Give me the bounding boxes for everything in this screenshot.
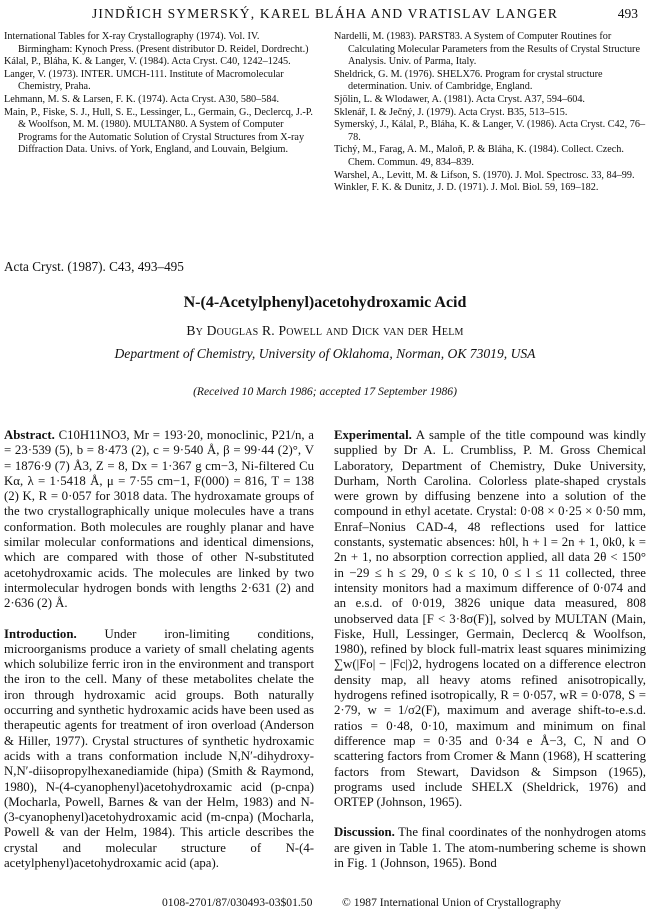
reference: International Tables for X-ray Crystallography (1974). Vol. IV. Birmingham: Kynoch Press. (Present distributor D. Reidel, Dordrecht.) — [4, 31, 309, 55]
reference: Lehmann, M. S. & Larsen, F. K. (1974). Acta Cryst. A30, 580–584. — [4, 93, 280, 105]
abstract-body: C10H11NO3, Mr = 193·20, monoclinic, P21/n, a = 23·539 (5), b = 8·473 (2), c = 9·540 Å, β = 99·44 (2)°, V = 1876·9 (7) Å3, Z = 8, Dx = 1·367 g cm−3, Ni-filtered Cu Kα, λ = 1·5418 Å, μ = 7·55 cm−1, F(000) = 816, T = 138 (2) K, R = 0·057 for 3018 data. The hydroxamate groups of the two crystallographically unique molecules have a trans conformation. Both molecules are roughly planar and have similar molecular conformations and identical dimensions, which are compared with those of other N-substituted acetohydroxamic acids. The molecules are linked by two intermolecular hydrogen bonds with lengths 2·631 (2) and 2·636 (2) Å. — [4, 428, 314, 611]
reference: Sheldrick, G. M. (1976). SHELX76. Program for crystal structure determination. Univ. of Cambridge, England. — [334, 68, 603, 93]
reference: Warshel, A., Levitt, M. & Lifson, S. (1970). J. Mol. Spectrosc. 33, 84–99. — [334, 169, 635, 181]
running-head-title: JINDŘICH SYMERSKÝ, KAREL BLÁHA AND VRATISLAV LANGER — [91, 6, 559, 21]
article-title: N-(4-Acetylphenyl)acetohydroxamic Acid — [183, 294, 467, 311]
experimental-body: A sample of the title compound was kindly supplied by Dr A. L. Crumbliss, P. M. Gross Chemical Laboratory, Department of Chemistry, Duke University, Durham, North Carolina. Colorless plate-shaped crystals were grown by diffusing benzene into a solution of the compound in ethyl acetate. Crystal: 0·08 × 0·25 × 0·50 mm, Enraf–Nonius CAD-4, 48 reflections used for lattice constants, systematic absences: h0l, h + l = 2n + 1, 0k0, k = 2n + 1, no absorption correction applied, all data 2θ < 150° in −29 ≤ h ≤ 29, 0 ≤ k ≤ 10, 0 ≤ l ≤ 11 collected, three intensity monitors had a maximum difference of 0·074 and an e.s.d. of 0·019, 3826 unique data measured, 808 unobserved data [F < 3·8σ(F)], solved by MULTAN (Main, Fiske, Hull, Lessinger, Germain, Declercq & Woolfson, 1980), refined by block full-matrix least squares minimizing ∑w(|Fo| − |Fc|)2, hydrogens located on a difference electron density map, all heavy atoms refined anisotropically, hydrogens refined isotropically, R = 0·057, wR = 0·078, S = 2·79, w = 1/σ2(F), maximum and average shift-to-e.s.d. ratios = 0·48, 0·10, maximum and minimum on final difference map = 0·35 and 0·34 e Å−3, C, N and O scattering factors from Cromer & Mann (1968), H scattering factors from Stewart, Davidson & Simpson (1965), programs used include SHELX (Sheldrick, 1976) and ORTEP (Johnson, 1965). — [334, 428, 646, 810]
reference: Winkler, F. K. & Dunitz, J. D. (1971). J. Mol. Biol. 59, 169–182. — [334, 182, 599, 194]
experimental-heading: Experimental. — [334, 428, 412, 442]
left-column — [4, 428, 314, 871]
abstract-paragraph — [4, 428, 314, 612]
discussion-heading: Discussion. — [334, 825, 395, 840]
reference: Nardelli, M. (1983). PARST83. A System of Computer Routines for Calculating Molecular Parameters from the Results of Crystal Structure Analysis. Univ. of Parma, Italy. — [334, 31, 640, 68]
copyright-notice: © 1987 International Union of Crystallography — [342, 896, 562, 909]
discussion-paragraph — [334, 825, 646, 871]
author-affiliation: Department of Chemistry, University of Oklahoma, Norman, OK 73019, USA — [114, 346, 536, 361]
article-code: 0108-2701/87/030493-03$01.50 — [162, 896, 313, 909]
references-right — [334, 31, 646, 195]
references-left — [4, 31, 314, 157]
reference: Tichý, M., Farag, A. M., Maloň, P. & Bláha, K. (1984). Collect. Czech. Chem. Commun. 49, 834–839. — [334, 144, 624, 168]
introduction-heading: Introduction. — [4, 626, 77, 641]
reference: Symerský, J., Kálal, P., Bláha, K. & Langer, V. (1986). Acta Cryst. C42, 76–78. — [334, 119, 646, 143]
reference: Sjölin, L. & Wlodawer, A. (1981). Acta Cryst. A37, 594–604. — [334, 93, 585, 105]
experimental-paragraph — [334, 428, 646, 810]
discussion-body: The final coordinates of the nonhydrogen atoms are given in Table 1. The atom-numbering scheme is shown in Fig. 1 (Johnson, 1965). Bond — [334, 825, 646, 871]
running-head — [0, 6, 650, 24]
abstract-heading: Abstract. — [4, 428, 55, 442]
article-citation: Acta Cryst. (1987). C43, 493–495 — [4, 259, 184, 274]
reference: Langer, V. (1973). INTER. UMCH-111. Institute of Macromolecular Chemistry, Praha. — [4, 68, 284, 93]
right-column — [334, 428, 646, 871]
reference: Kálal, P., Bláha, K. & Langer, V. (1984). Acta Cryst. C40, 1242–1245. — [4, 56, 291, 68]
reference: Sklenář, I. & Ječný, J. (1979). Acta Cryst. B35, 513–515. — [334, 106, 568, 118]
reference: Main, P., Fiske, S. J., Hull, S. E., Lessinger, L., Germain, G., Declercq, J.-P. & Woolfson, M. M. (1980). MULTAN80. A System of Computer Programs for the Automatic Solution of Crystal Structures from X-ray Diffraction Data. Univs. of York, England, and Louvain, Belgium. — [4, 106, 313, 156]
introduction-body: Under iron-limiting conditions, microorganisms produce a variety of small chelating agents which solubilize ferric iron in the environment and transport the iron to the cell. Many of these metabolites chelate the iron through hydroxamic acid groups. Both naturally occurring and synthetic hydroxamic acids have been used as therapeutic agents for treatment of iron overload (Anderson & Hiller, 1977). Crystal structures of synthetic hydroxamic acids with a trans conformation include N,N′-dihydroxy-N,N′-diisopropylhexanediamide (hipa) (Smith & Raymond, 1980), N-(4-cyanophenyl)acetohydroxamic acid (p-cnpa) (Mocharla, Powell, Barnes & van der Helm, 1983) and N-(3-cyanophenyl)acetohydroxamic acid (m-cnpa) (Mocharla, Powell & van der Helm, 1984). This article describes the crystal and molecular structure of N-(4-acetylphenyl)acetohydroxamic acid (apa). — [4, 626, 314, 871]
received-dates: (Received 10 March 1986; accepted 17 September 1986) — [193, 385, 457, 398]
introduction-paragraph — [4, 627, 314, 872]
article-authors: By Douglas R. Powell and Dick van der Helm — [186, 323, 464, 338]
page-number: 493 — [617, 6, 638, 21]
